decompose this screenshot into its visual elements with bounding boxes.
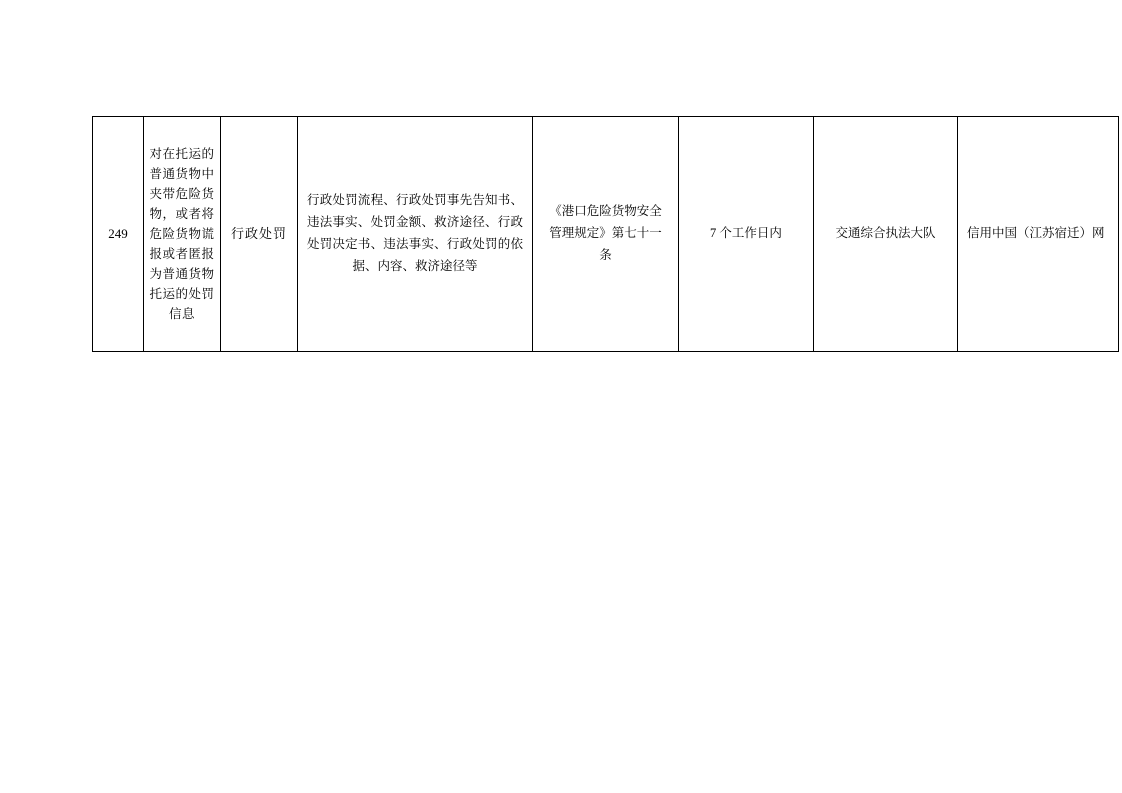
cell-sequence-number xyxy=(93,117,144,352)
content-text: 行政处罚流程、行政处罚事先告知书、违法事实、处罚金额、救济途径、行政处罚决定书、违法事实、行政处罚的依据、内容、救济途径等 xyxy=(307,193,523,273)
cell-legal-basis xyxy=(533,117,679,352)
item-name-text: 对在托运的普通货物中夹带危险货物，或者将危险货物谎报或者匿报为普通货物托运的处罚信息 xyxy=(149,147,215,321)
cell-item-name xyxy=(144,117,221,352)
table-body xyxy=(93,117,1119,352)
cell-item-type xyxy=(221,117,298,352)
cell-content xyxy=(298,117,533,352)
responsible-organization-text: 交通综合执法大队 xyxy=(835,226,936,241)
cell-disclosure-period xyxy=(679,117,814,352)
disclosure-period-text: 7 个工作日内 xyxy=(710,226,782,241)
cell-responsible-organization xyxy=(814,117,958,352)
administrative-penalty-table xyxy=(92,116,1119,352)
item-type-text: 行政处罚 xyxy=(230,225,287,241)
sequence-number-text: 249 xyxy=(108,225,128,241)
table-row xyxy=(93,117,1119,352)
legal-basis-text: 《港口危险货物安全管理规定》第七十一条 xyxy=(549,204,662,262)
publish-channel-text: 信用中国（江苏宿迁）网 xyxy=(967,226,1105,241)
cell-publish-channel xyxy=(958,117,1119,352)
